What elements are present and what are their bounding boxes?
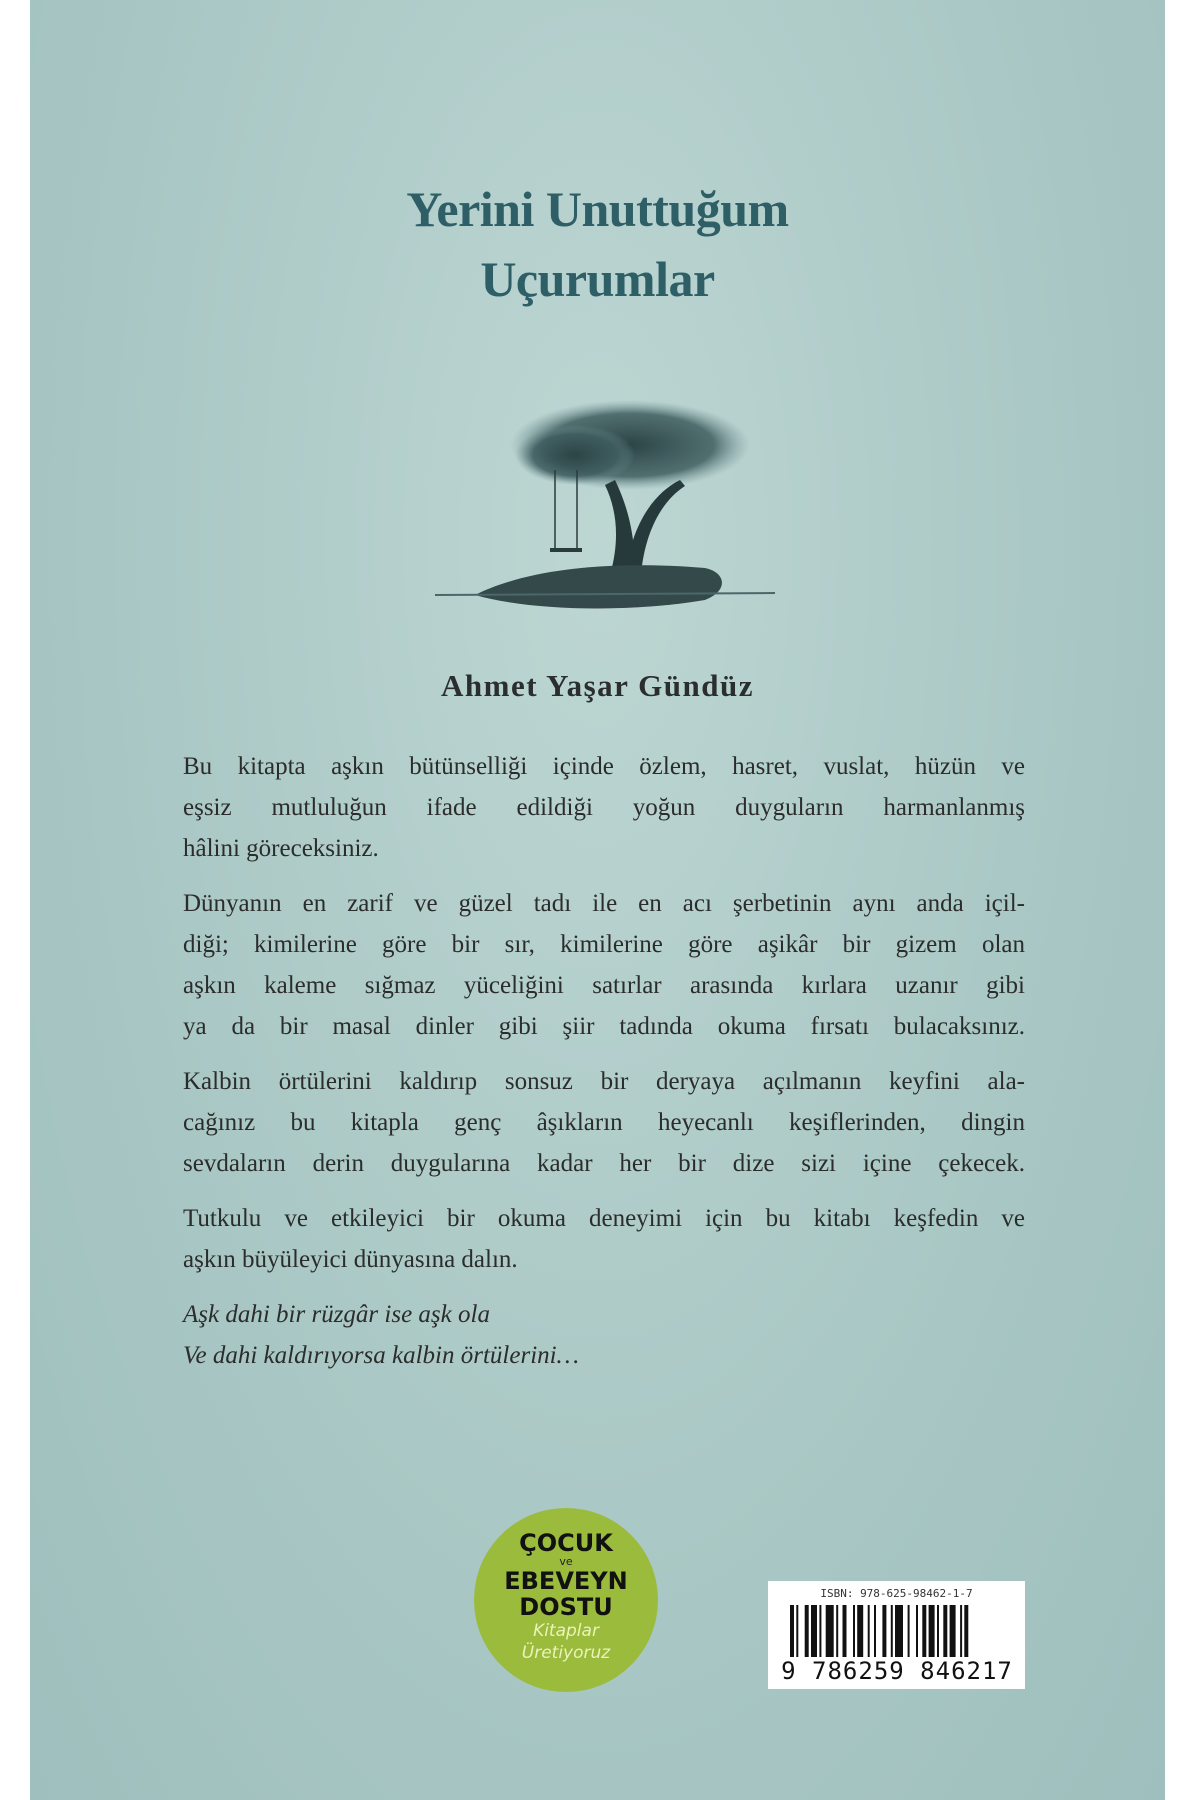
quote-line: Ve dahi kaldırıyorsa kalbin örtülerini… [183, 1342, 579, 1369]
blurb-paragraph [183, 1198, 1025, 1280]
text-line: diği; kimilerine göre bir sır, kimilerine göre aşikâr bir gizem olan [183, 931, 1025, 958]
text-line: Dünyanın en zarif ve güzel tadı ile en acı şerbetinin aynı anda içil- [183, 890, 1025, 917]
text-line: aşkın büyüleyici dünyasına dalın. [183, 1246, 518, 1273]
text-line: ya da bir masal dinler gibi şiir tadında okuma fırsatı bulacaksınız. [183, 1013, 1025, 1040]
author-name: Ahmet Yaşar Gündüz [441, 668, 754, 703]
text-line: hâlini göreceksiniz. [183, 835, 379, 862]
badge-line: EBEVEYN [504, 1567, 628, 1595]
book-title-line1: Yerini Unuttuğum [406, 181, 789, 237]
text-line: cağınız bu kitapla genç âşıkların heyecanlı keşiflerinden, dingin [183, 1109, 1025, 1136]
ean-number: 9 786259 846217 [781, 1657, 1013, 1685]
badge-line: DOSTU [519, 1593, 613, 1621]
barcode-bars [790, 1605, 1010, 1663]
isbn-label: ISBN: 978-625-98462-1-7 [820, 1587, 973, 1600]
badge-script: Üretiyoruz [521, 1643, 611, 1663]
publisher-badge [474, 1508, 658, 1692]
book-back-cover [30, 0, 1165, 1800]
text-line: eşsiz mutluluğun ifade edildiği yoğun duyguların harmanlanmış [183, 794, 1025, 821]
blurb-text [183, 746, 1025, 1390]
blurb-paragraph [183, 1061, 1025, 1184]
quote-line: Aşk dahi bir rüzgâr ise aşk ola [183, 1301, 490, 1328]
blurb-paragraph [183, 746, 1025, 869]
text-line: aşkın kaleme sığmaz yüceliğini satırlar arasında kırlara uzanır gibi [183, 972, 1025, 999]
badge-line: ve [559, 1555, 573, 1568]
tree-swing-illustration [405, 390, 805, 620]
text-line: Tutkulu ve etkileyici bir okuma deneyimi için bu kitabı keşfedin ve [183, 1205, 1025, 1232]
blurb-paragraph [183, 883, 1025, 1047]
badge-line: ÇOCUK [519, 1529, 613, 1557]
closing-quote [183, 1294, 1025, 1376]
badge-script: Kitaplar [533, 1621, 599, 1641]
book-title-line2: Uçurumlar [480, 251, 715, 307]
text-line: Bu kitapta aşkın bütünselliği içinde özlem, hasret, vuslat, hüzün ve [183, 753, 1025, 780]
isbn-barcode [768, 1581, 1025, 1689]
text-line: Kalbin örtülerini kaldırıp sonsuz bir deryaya açılmanın keyfini ala- [183, 1068, 1025, 1095]
text-line: sevdaların derin duygularına kadar her bir dize sizi içine çekecek. [183, 1150, 1025, 1177]
